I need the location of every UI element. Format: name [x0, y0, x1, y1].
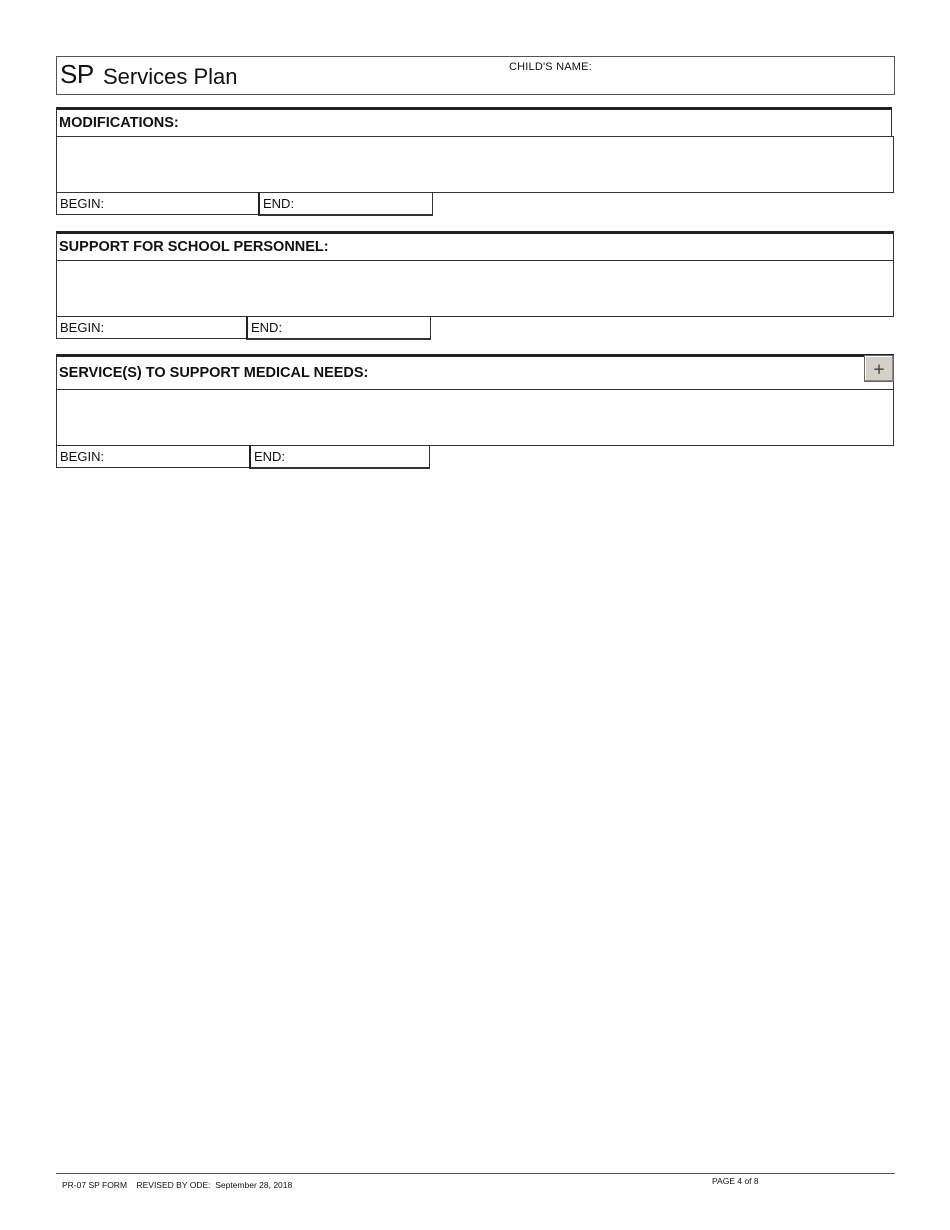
- modifications-begin-cell: [56, 192, 259, 215]
- footer-form-info: PR-07 SP FORM REVISED BY ODE: September 28, 2018: [62, 1180, 293, 1190]
- form-header: [56, 56, 895, 95]
- support-personnel-header: [56, 231, 894, 261]
- support-personnel-end-input[interactable]: [282, 317, 430, 338]
- modifications-field: [56, 136, 894, 193]
- end-label: END:: [254, 449, 286, 464]
- medical-needs-header: [56, 354, 894, 390]
- child-name-label: CHILD'S NAME:: [509, 61, 592, 73]
- add-service-button[interactable]: +: [864, 355, 894, 382]
- modifications-begin-input[interactable]: [104, 193, 258, 214]
- support-personnel-title: SUPPORT FOR SCHOOL PERSONNEL:: [59, 239, 329, 255]
- begin-label: BEGIN:: [60, 320, 105, 335]
- medical-needs-begin-cell: [56, 445, 250, 468]
- child-name-input[interactable]: [592, 59, 887, 89]
- begin-label: BEGIN:: [60, 449, 105, 464]
- medical-needs-field: [56, 389, 894, 446]
- support-personnel-begin-cell: [56, 316, 247, 339]
- medical-needs-end-input[interactable]: [285, 446, 429, 467]
- medical-needs-end-cell: [249, 445, 430, 469]
- medical-needs-begin-input[interactable]: [104, 446, 249, 467]
- end-label: END:: [251, 320, 283, 335]
- support-personnel-textarea[interactable]: [57, 261, 893, 316]
- form-title: Services Plan: [103, 64, 238, 89]
- end-label: END:: [263, 196, 295, 211]
- footer-page-number: PAGE 4 of 8: [712, 1176, 759, 1186]
- support-personnel-end-cell: [246, 316, 431, 340]
- medical-needs-title: SERVICE(S) TO SUPPORT MEDICAL NEEDS:: [59, 365, 369, 381]
- modifications-end-cell: [258, 192, 433, 216]
- support-personnel-begin-input[interactable]: [104, 317, 246, 338]
- modifications-title: MODIFICATIONS:: [59, 115, 179, 131]
- modifications-end-input[interactable]: [294, 193, 432, 214]
- medical-needs-textarea[interactable]: [57, 390, 893, 445]
- support-personnel-field: [56, 260, 894, 317]
- form-code: SP: [60, 59, 94, 89]
- modifications-textarea[interactable]: [57, 137, 893, 192]
- footer-divider: [56, 1173, 895, 1174]
- modifications-header: [56, 107, 892, 137]
- begin-label: BEGIN:: [60, 196, 105, 211]
